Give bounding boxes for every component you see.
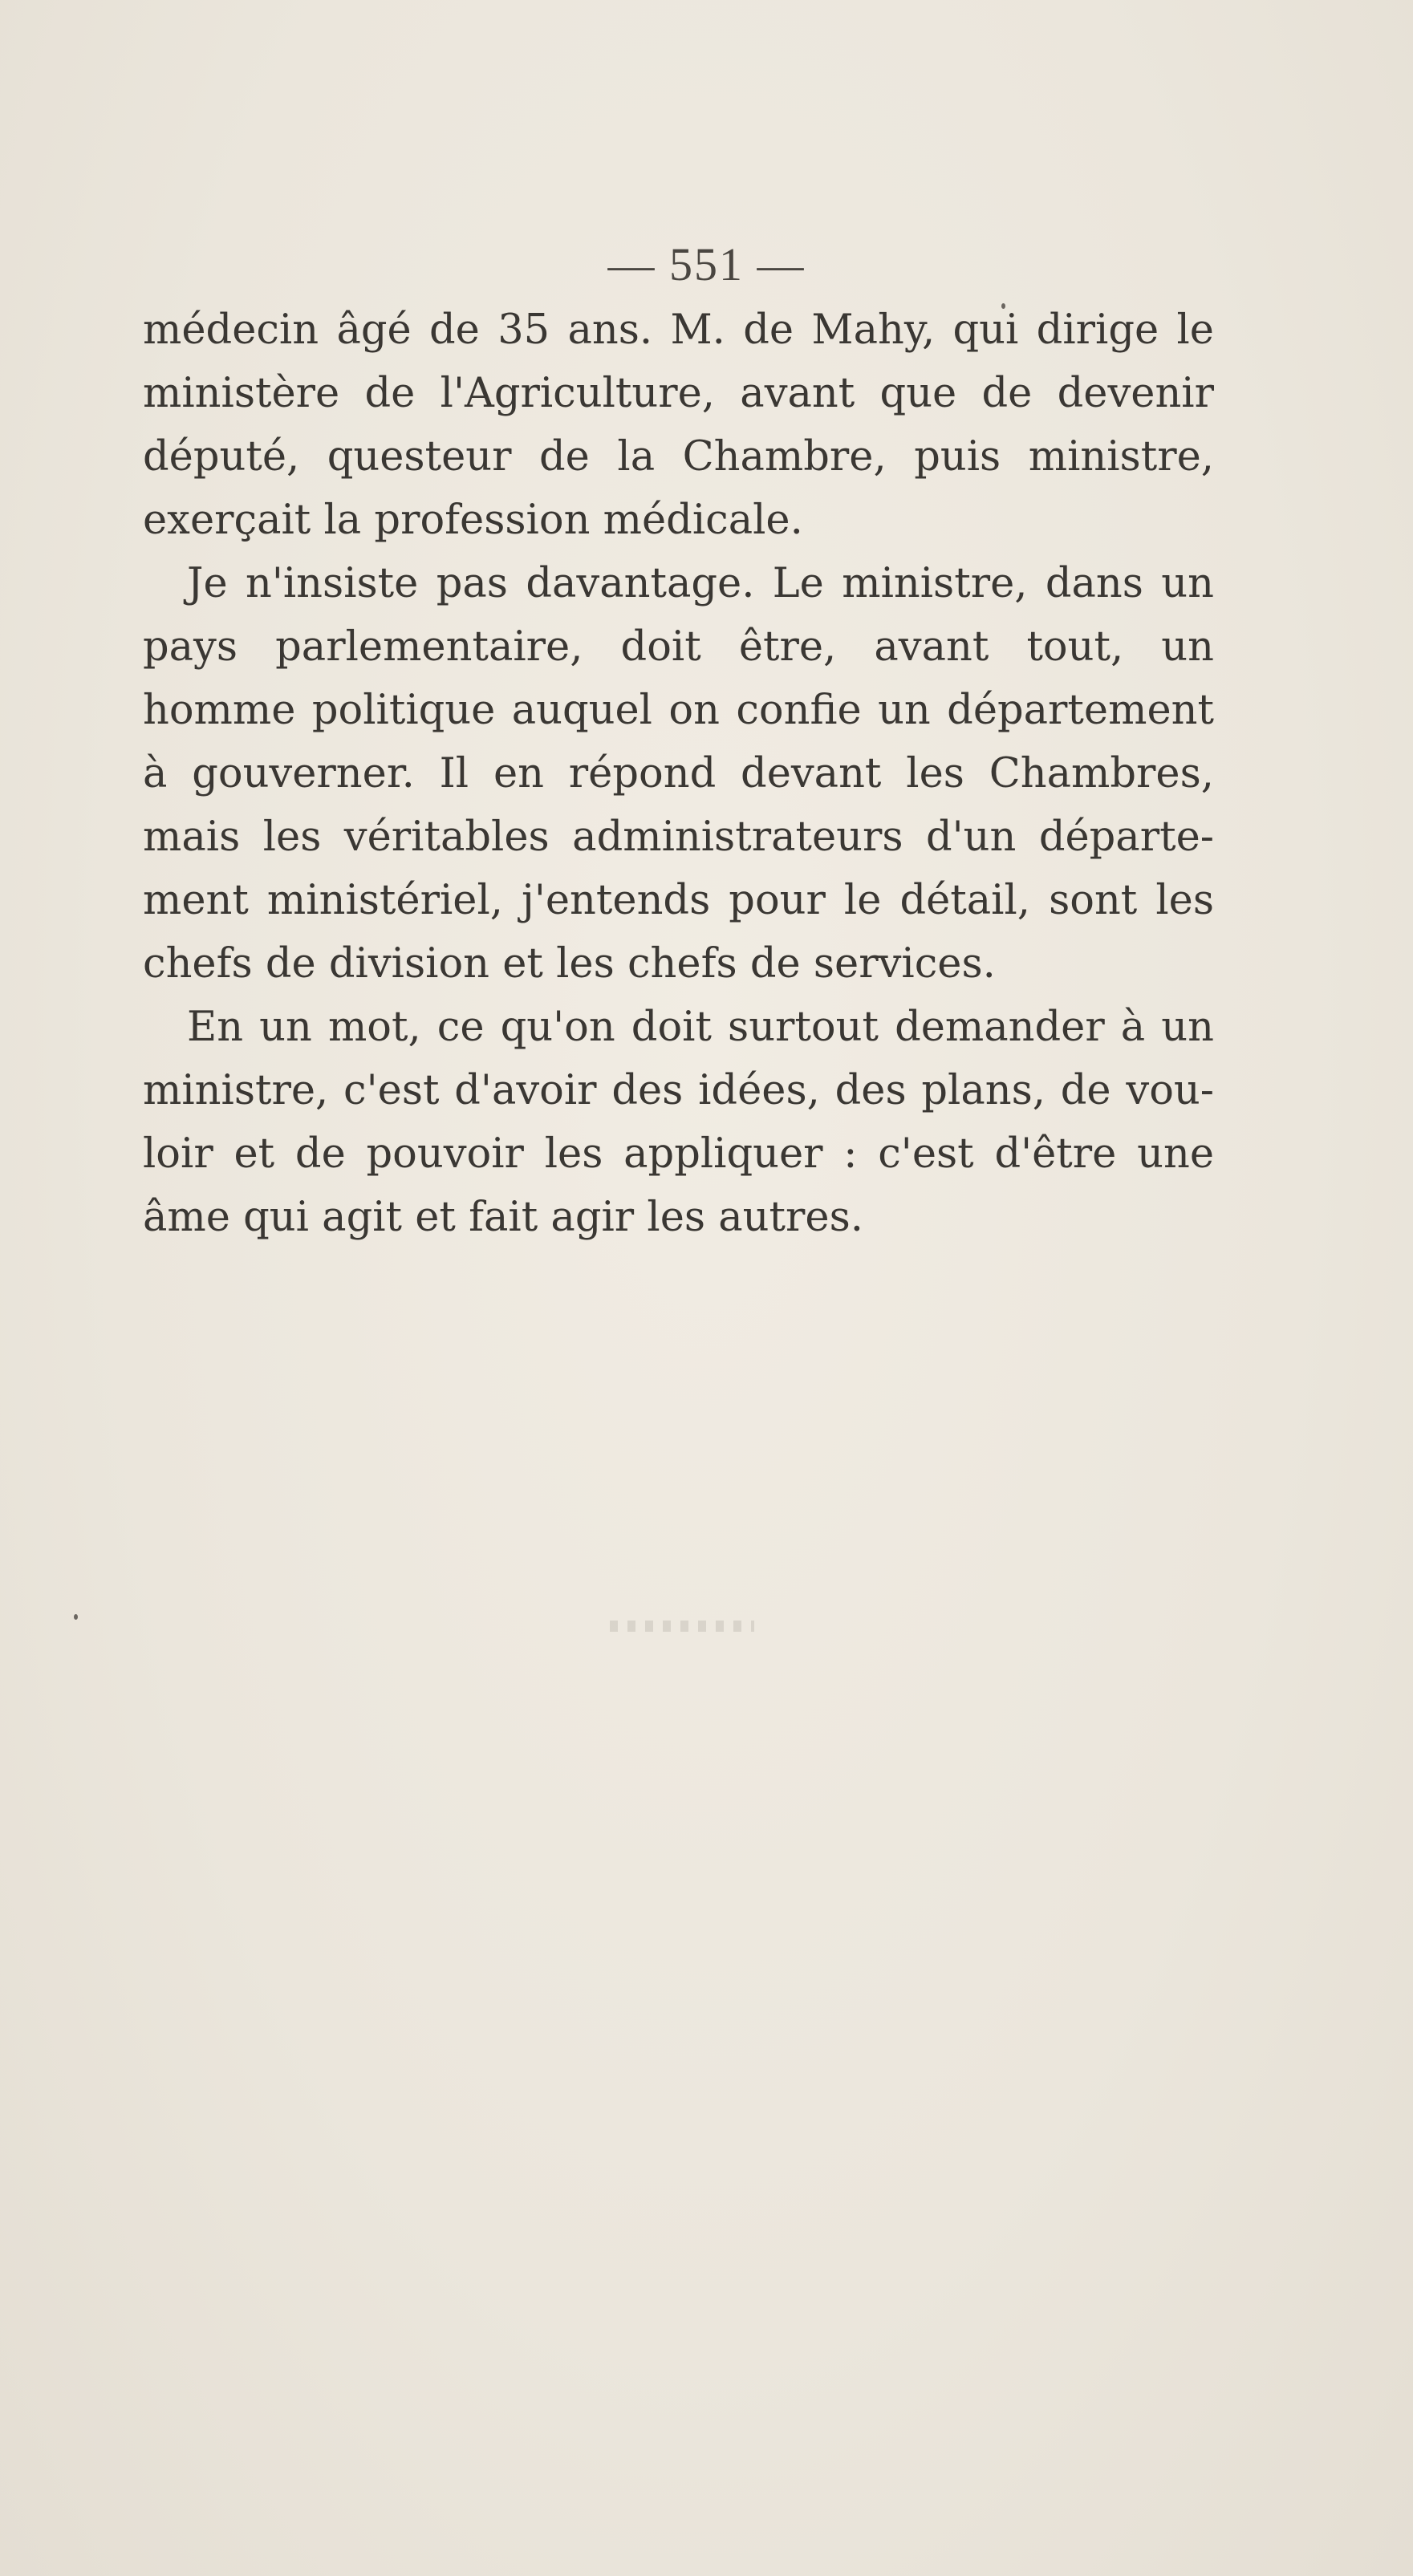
text-line: mais les véritables administrateurs d'un départe- [143, 813, 1214, 861]
text-line: à gouverner. Il en répond devant les Chambres, [143, 750, 1214, 797]
text-line: homme politique auquel on confie un département [143, 687, 1214, 734]
text-line: médecin âgé de 35 ans. M. de Mahy, qui dirige le [143, 306, 1214, 354]
text-line: loir et de pouvoir les appliquer : c'est d'être une [143, 1130, 1214, 1178]
paragraph [143, 996, 1214, 1249]
text-line: ment ministériel, j'entends pour le détail, sont les [143, 877, 1214, 924]
body-text [143, 298, 1214, 1249]
page-number: — 551 — [607, 238, 806, 290]
paragraph [143, 298, 1214, 552]
bleed-through-text [610, 1621, 754, 1632]
text-line: exerçait la profession médicale. [143, 497, 803, 544]
text-line: En un mot, ce qu'on doit surtout demander à un [187, 1004, 1214, 1051]
paragraph [143, 552, 1214, 996]
text-line: ministère de l'Agriculture, avant que de devenir [143, 370, 1214, 417]
text-line: ministre, c'est d'avoir des idées, des plans, de vou- [143, 1067, 1214, 1114]
text-line: âme qui agit et fait agir les autres. [143, 1194, 863, 1241]
ink-speck [74, 1614, 78, 1620]
text-line: Je n'insiste pas davantage. Le ministre, dans un [187, 560, 1214, 607]
text-line: chefs de division et les chefs de services. [143, 940, 996, 988]
text-line: député, questeur de la Chambre, puis ministre, [143, 433, 1214, 481]
text-line: pays parlementaire, doit être, avant tout, un [143, 623, 1214, 671]
